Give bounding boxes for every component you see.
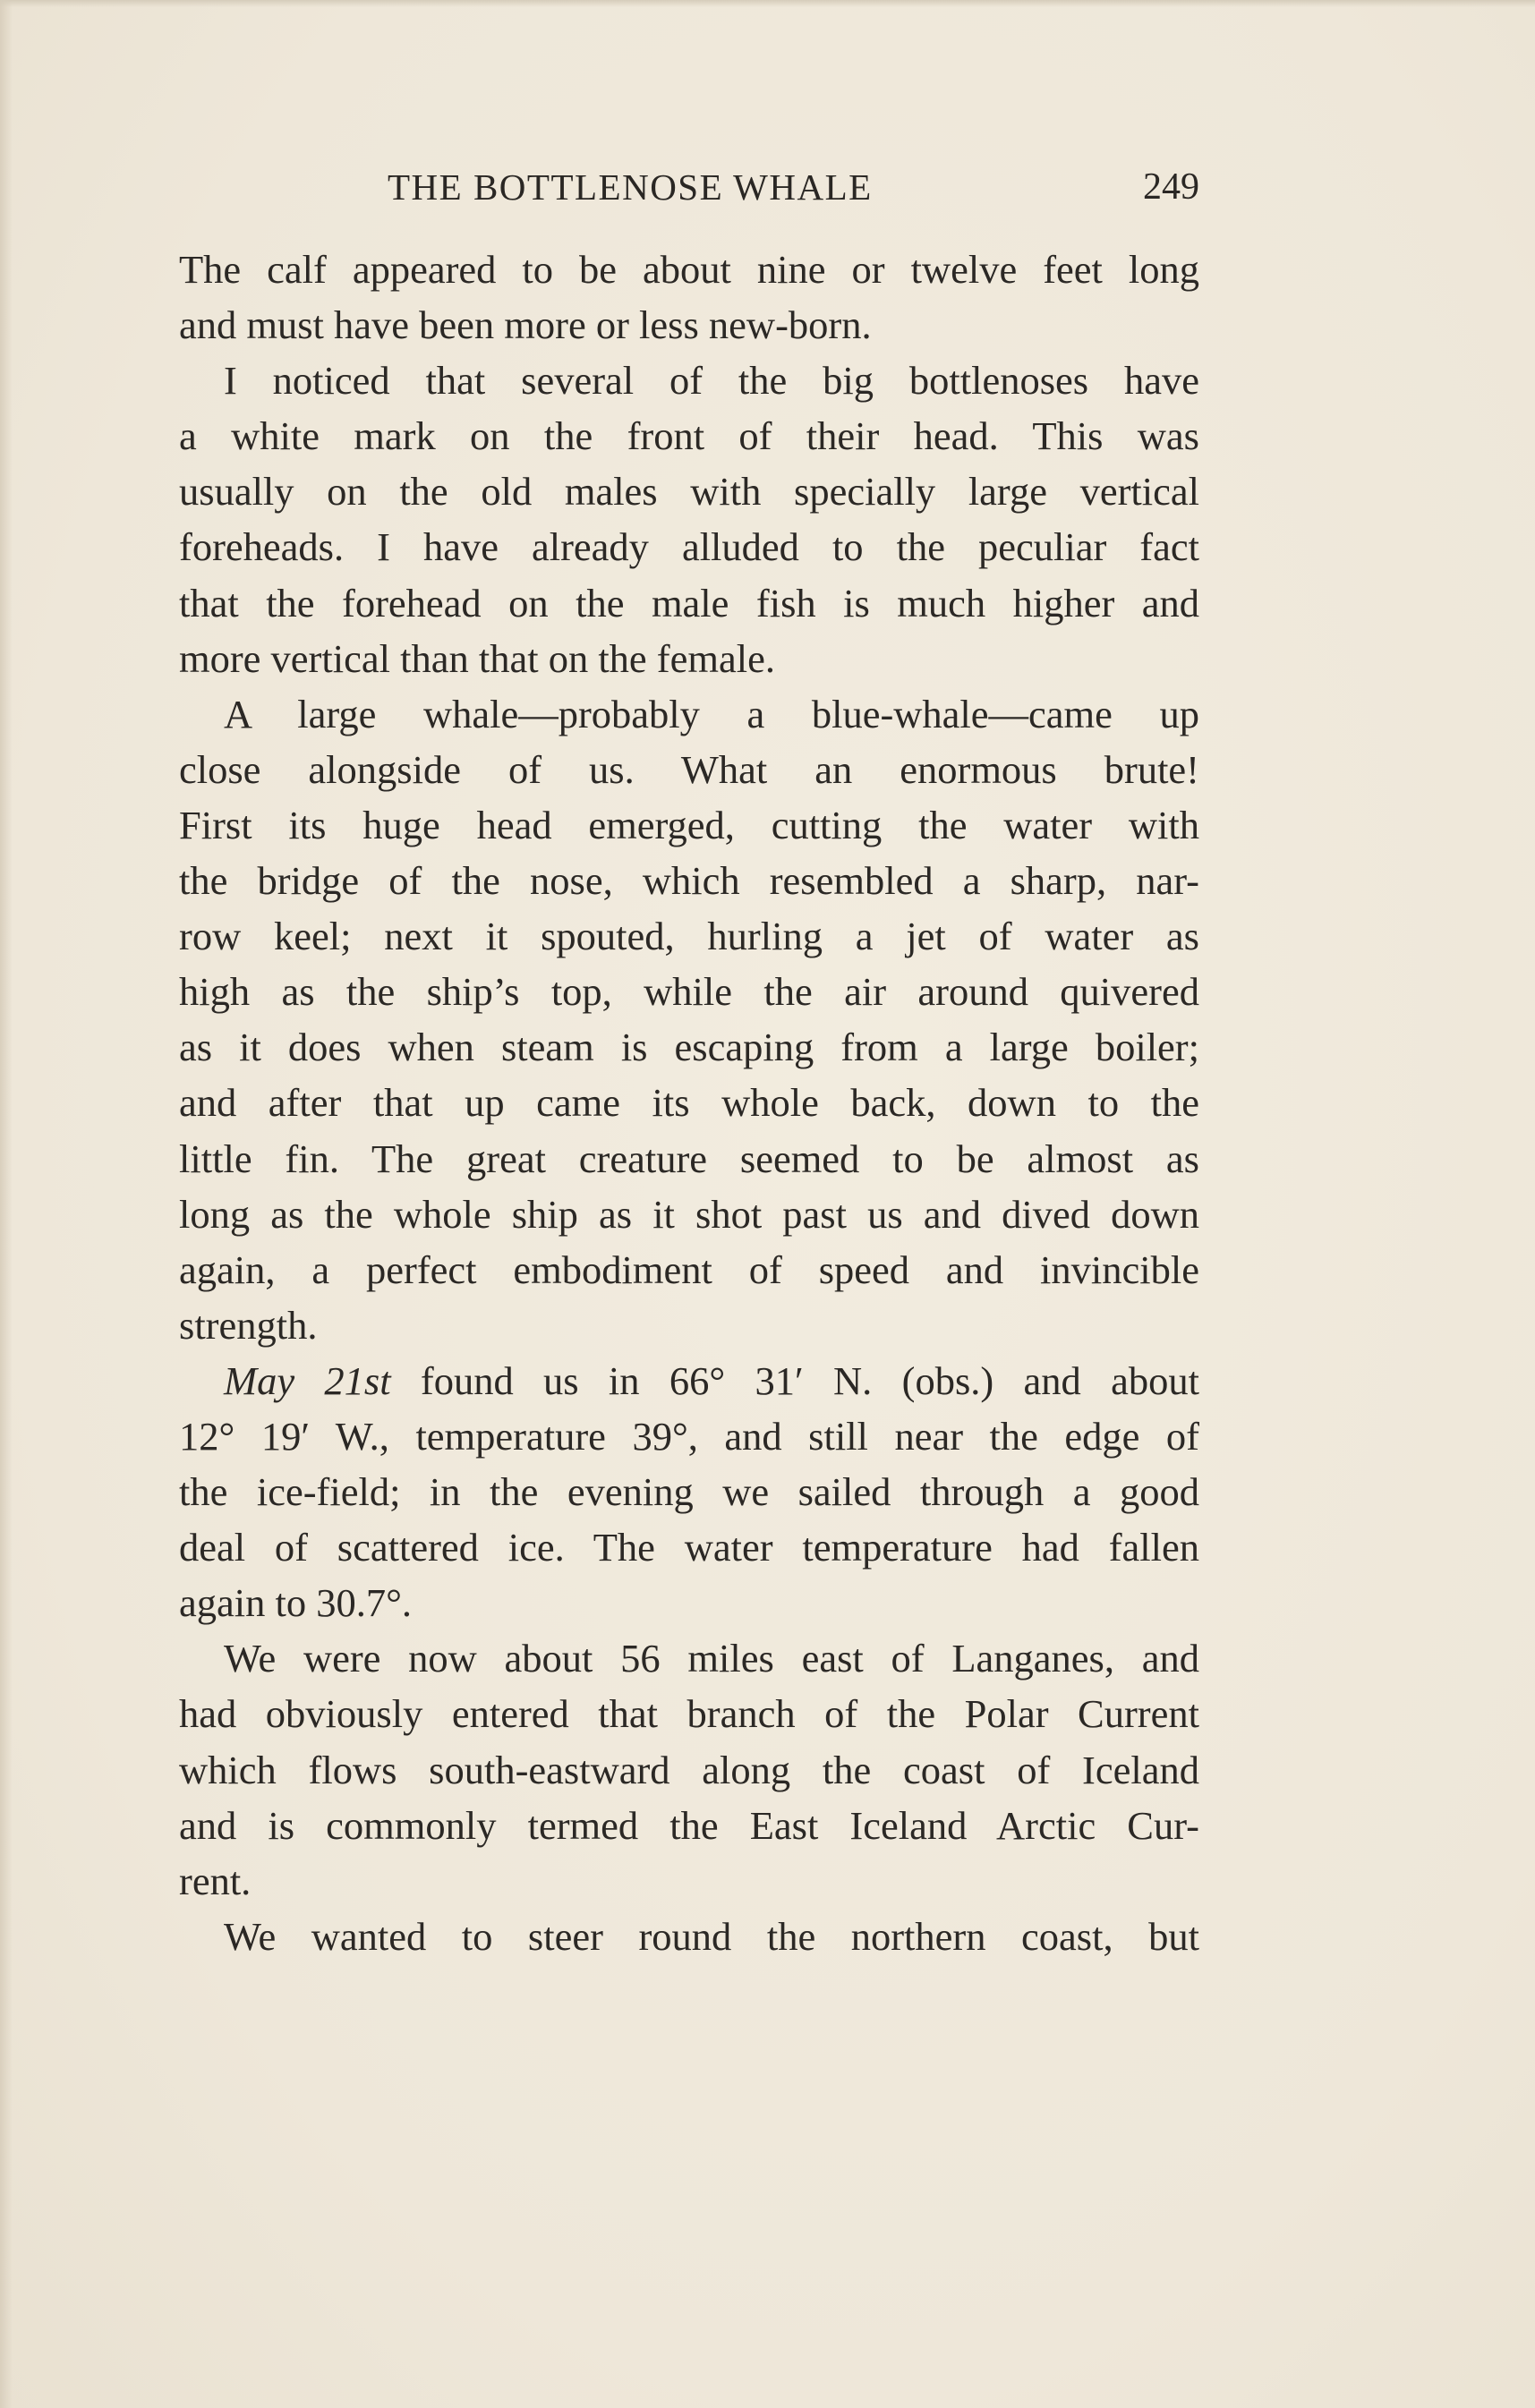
text-line: We were now about 56 miles east of Langanes, and (224, 1636, 1199, 1681)
text-line: more vertical than that on the female. (179, 635, 775, 681)
text-line: I noticed that several of the big bottlenoses have (224, 358, 1199, 404)
text-line-rest: found us in 66° 31′ N. (obs.) and about (390, 1357, 1199, 1403)
text-line: and must have been more or less new-born. (179, 302, 872, 348)
text-line: rent. (179, 1858, 252, 1903)
paragraph-may-21st (179, 1353, 1199, 1630)
text-line: The calf appeared to be about nine or twelve feet long (179, 247, 1199, 292)
running-header (179, 166, 1199, 219)
text-line: 12° 19′ W., temperature 39°, and still near the edge of (179, 1413, 1199, 1459)
text-line: strength. (179, 1302, 318, 1348)
paragraph-calf (179, 242, 1199, 353)
text-line: deal of scattered ice. The water temperature had fallen (179, 1525, 1199, 1570)
text-line: We wanted to steer round the northern coast, but (224, 1913, 1199, 1959)
text-line: close alongside of us. What an enormous brute! (179, 746, 1199, 792)
running-title: THE BOTTLENOSE WHALE (388, 166, 873, 208)
text-line: row keel; next it spouted, hurling a jet of water as (179, 914, 1199, 959)
text-line: again to 30.7°. (179, 1580, 413, 1626)
text-line (179, 1353, 1199, 1408)
text-line: and after that up came its whole back, down to the (179, 1080, 1199, 1126)
paragraph-blue-whale (179, 686, 1199, 1353)
page-top-edge-shadow (0, 0, 1535, 7)
text-line: the bridge of the nose, which resembled a sharp, nar- (179, 858, 1199, 904)
text-line: again, a perfect embodiment of speed and invincible (179, 1247, 1199, 1292)
paragraph-northern-coast (179, 1909, 1199, 1964)
page-left-edge-shadow (0, 0, 13, 2408)
text-line: the ice-field; in the evening we sailed through a good (179, 1469, 1199, 1515)
text-line: little fin. The great creature seemed to be almost as (179, 1136, 1199, 1181)
text-line: high as the ship’s top, while the air around quivered (179, 969, 1199, 1015)
text-line: long as the whole ship as it shot past us and dived down (179, 1191, 1199, 1237)
text-line: as it does when steam is escaping from a large boiler; (179, 1025, 1199, 1070)
date-italic: May 21st (224, 1357, 391, 1403)
text-line: and is commonly termed the East Iceland Arctic Cur- (179, 1802, 1199, 1848)
body-text (179, 242, 1199, 1964)
page-number: 249 (1143, 166, 1199, 208)
text-line: A large whale—probably a blue-whale—came up (224, 691, 1199, 736)
text-line: had obviously entered that branch of the Polar Current (179, 1691, 1199, 1737)
text-line: a white mark on the front of their head. This was (179, 413, 1199, 459)
text-line: that the forehead on the male fish is much higher and (179, 580, 1199, 625)
text-line: First its huge head emerged, cutting the water with (179, 802, 1199, 847)
text-line: which flows south-eastward along the coast of Iceland (179, 1747, 1199, 1792)
text-line: foreheads. I have already alluded to the peculiar fact (179, 524, 1199, 570)
text-line: usually on the old males with specially large vertical (179, 469, 1199, 515)
paragraph-polar-current (179, 1630, 1199, 1908)
paragraph-white-mark (179, 353, 1199, 686)
